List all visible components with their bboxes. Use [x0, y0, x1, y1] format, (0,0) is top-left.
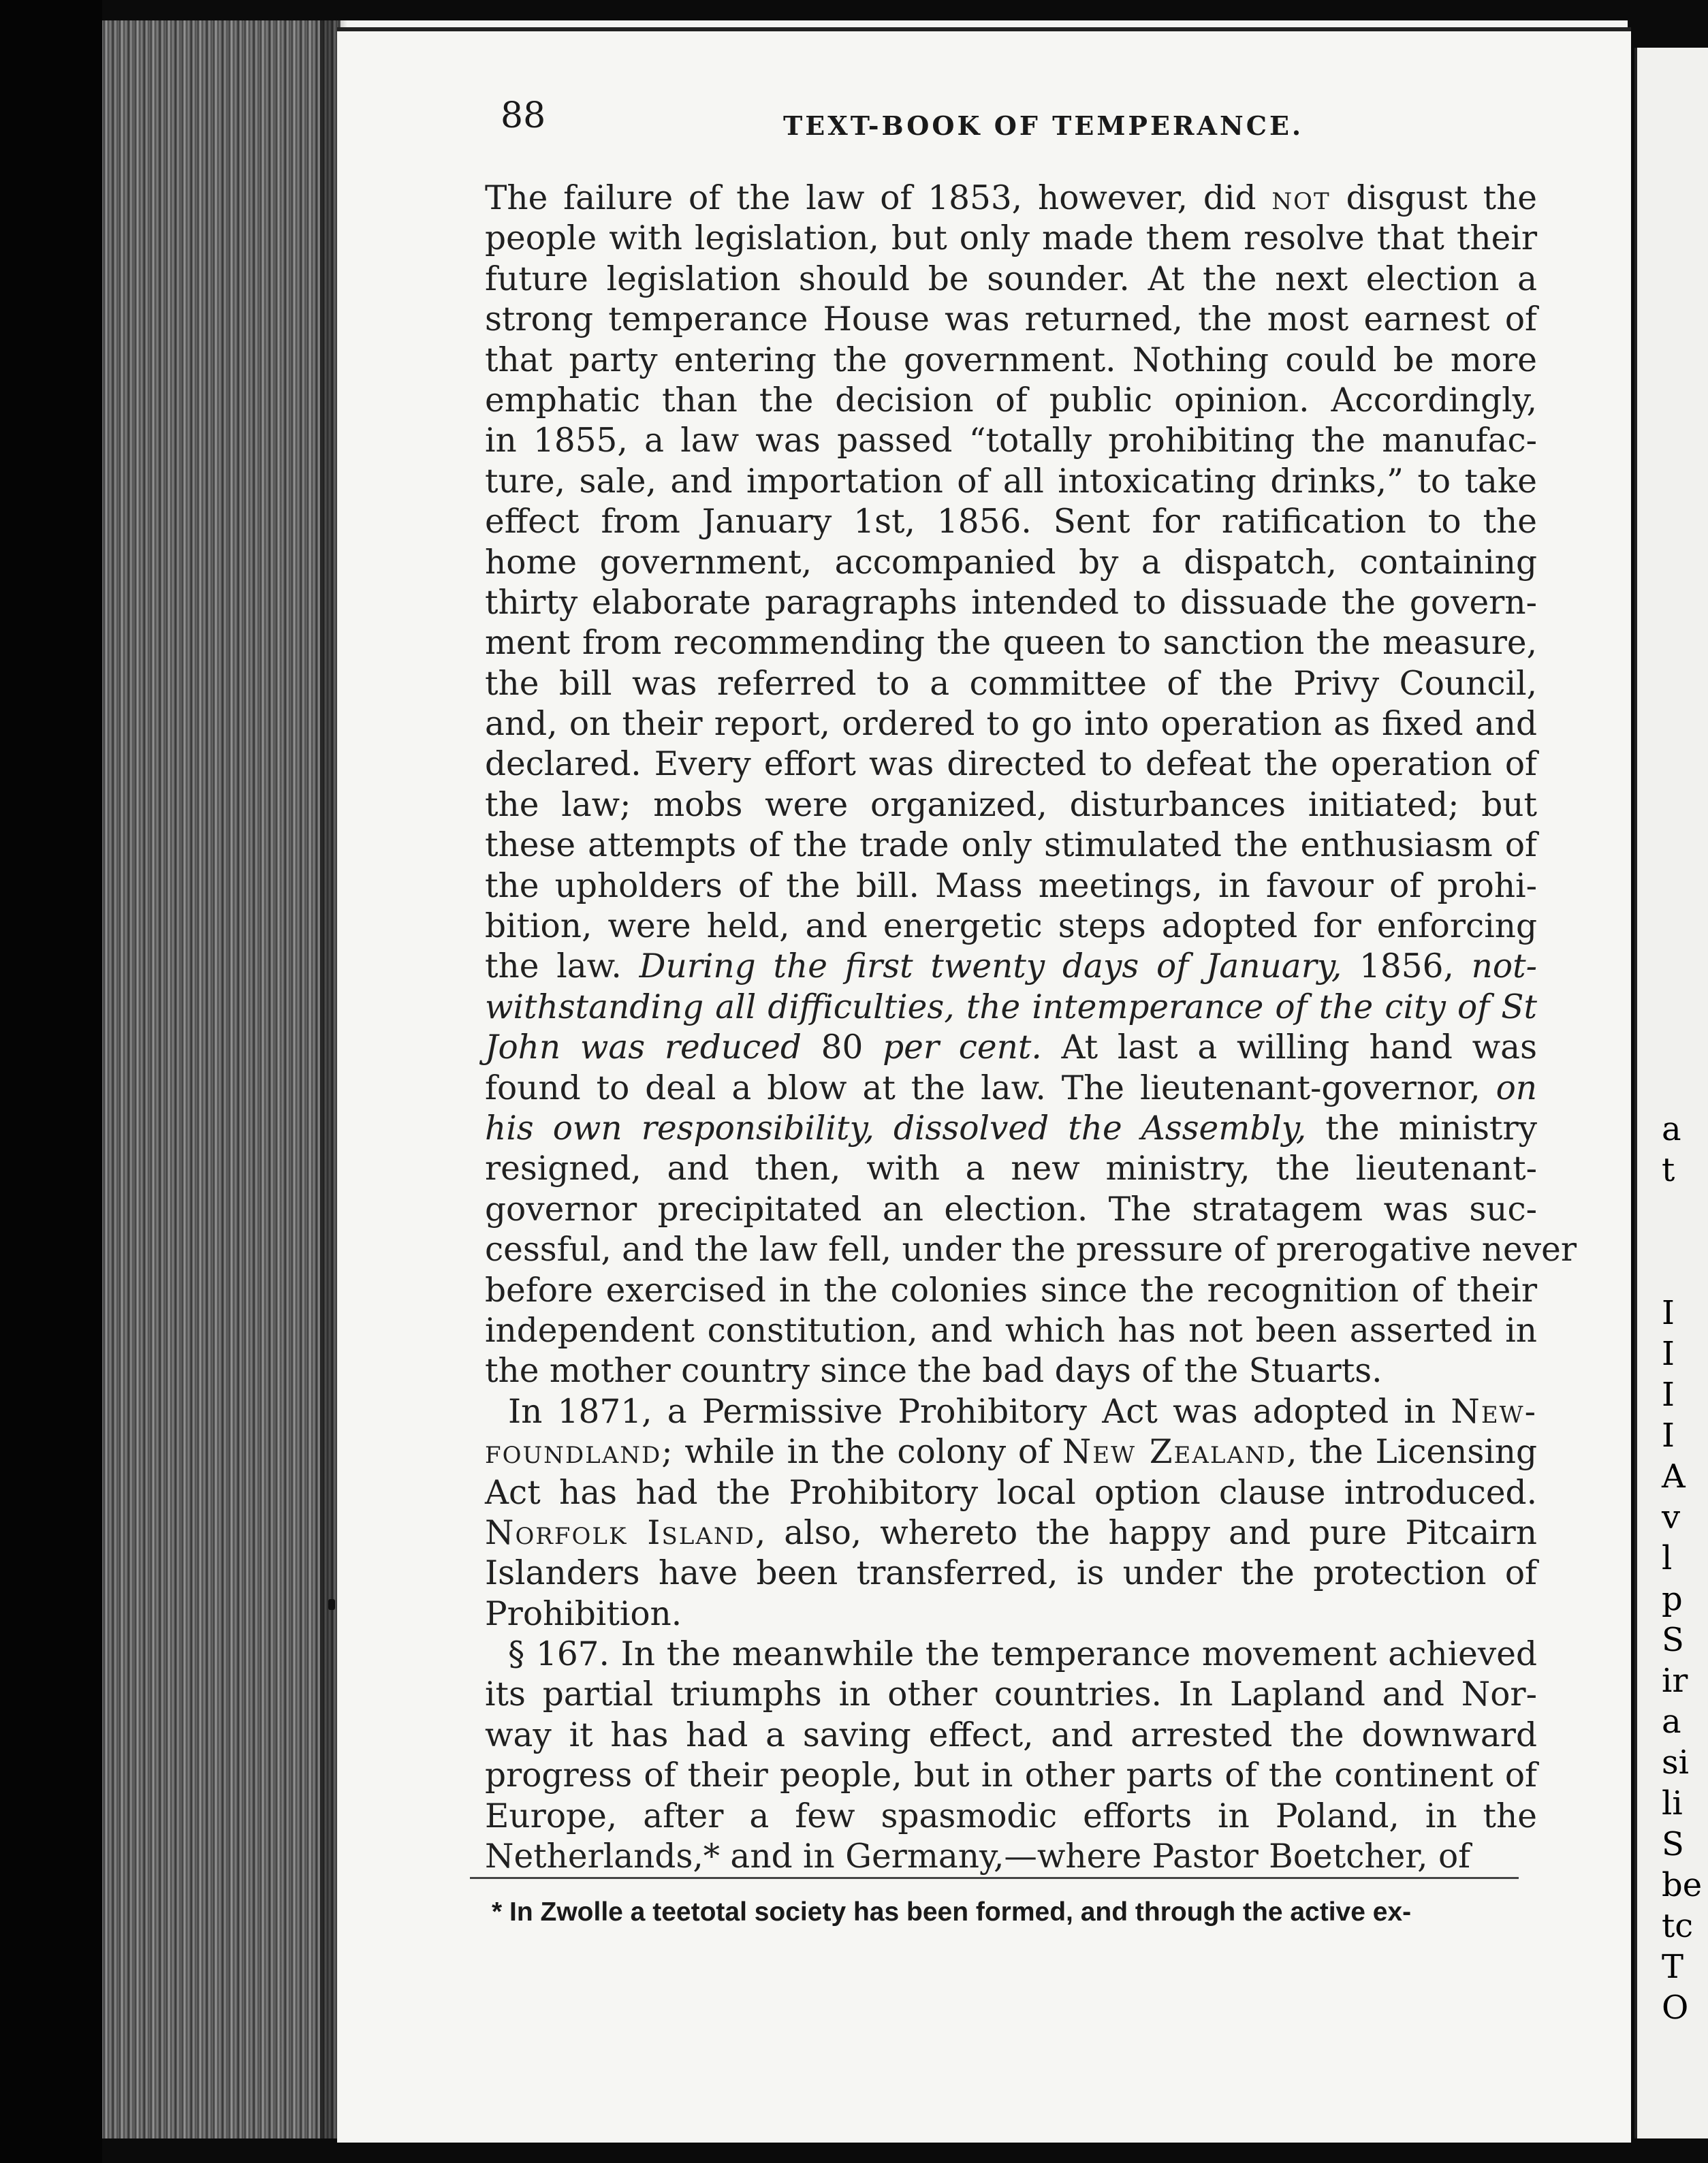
text-run: Act has had the Prohibitory local option clause introduced.: [485, 1473, 1537, 1512]
text-line: [485, 906, 1537, 947]
facing-page-letter: O: [1662, 1989, 1689, 2027]
text-run: thirty elaborate paragraphs intended to dissuade the govern-: [485, 583, 1537, 622]
page-number: 88: [501, 95, 546, 136]
facing-page-letter: be: [1662, 1866, 1703, 1904]
text-run: governor precipitated an election. The stratagem was suc-: [485, 1190, 1537, 1229]
text-line: [485, 1553, 1537, 1594]
margin-mark: [328, 1599, 335, 1610]
text-line: [485, 1392, 1537, 1432]
text-run: Islanders have been transferred, is under the protection of: [485, 1554, 1537, 1593]
running-head: TEXT-BOOK OF TEMPERANCE.: [783, 110, 1304, 141]
text-line: [485, 462, 1537, 502]
facing-page-letter: li: [1662, 1784, 1683, 1822]
italic-run: John was reduced: [485, 1028, 802, 1067]
text-line: [485, 1028, 1537, 1068]
text-line: [485, 1675, 1537, 1715]
text-run: found to deal a blow at the law. The lieutenant-governor,: [485, 1069, 1496, 1107]
text-line: [485, 1473, 1537, 1513]
text-run: Netherlands,* and in Germany,—where Pastor Boetcher, of: [485, 1837, 1471, 1876]
text-run: disgust the: [1330, 179, 1538, 217]
text-line: [485, 825, 1537, 866]
text-line: [485, 1837, 1537, 1877]
body-text: [485, 178, 1577, 1877]
page-edges: [102, 20, 341, 2138]
small-caps-run: foundland: [485, 1433, 662, 1472]
text-line: [485, 1069, 1537, 1109]
text-line: [485, 947, 1537, 987]
text-run: , also, whereto the happy and pure Pitcairn: [755, 1513, 1537, 1552]
text-run: In 1871, a Permissive Prohibitory Act was adopted in: [508, 1392, 1451, 1431]
text-run: Prohibition.: [485, 1594, 682, 1633]
text-line: [485, 543, 1537, 583]
text-run: ture, sale, and importation of all intoxicating drinks,” to take: [485, 462, 1537, 501]
italic-run: his own responsibility, dissolved the Assembly,: [485, 1109, 1307, 1148]
text-line: [485, 1311, 1537, 1351]
text-line: [485, 1716, 1537, 1756]
text-run: these attempts of the trade only stimulated the enthusiasm of: [485, 826, 1537, 865]
small-caps-run: Norfolk Island: [485, 1513, 755, 1552]
facing-page-letter: l: [1662, 1539, 1673, 1577]
text-line: [485, 381, 1537, 421]
text-run: , the Licensing: [1286, 1433, 1537, 1472]
text-line: [485, 341, 1537, 381]
italic-run: not-: [1471, 947, 1537, 986]
small-caps-run: New-: [1451, 1392, 1537, 1431]
facing-page-letter: I: [1662, 1376, 1675, 1414]
text-run: declared. Every effort was directed to defeat the operation of: [485, 745, 1537, 784]
text-line: [485, 583, 1537, 623]
text-run: the bill was referred to a committee of the Privy Council,: [485, 664, 1537, 703]
text-run: strong temperance House was returned, the most earnest of: [485, 300, 1537, 339]
facing-page-letter: tc: [1662, 1907, 1694, 1945]
facing-page-letter: A: [1662, 1457, 1686, 1496]
facing-page-letter: I: [1662, 1417, 1675, 1455]
facing-page-letter: si: [1662, 1743, 1689, 1782]
facing-page-letter: a: [1662, 1703, 1681, 1741]
scanner-background: [0, 0, 102, 2163]
text-run: the law; mobs were organized, disturbances initiated; but: [485, 785, 1537, 824]
text-run: The failure of the law of 1853, however, did: [485, 179, 1272, 217]
text-run: resigned, and then, with a new ministry, the lieutenant-: [485, 1150, 1537, 1188]
text-run: its partial triumphs in other countries. In Lapland and Nor-: [485, 1675, 1537, 1714]
text-run: before exercised in the colonies since the recognition of their: [485, 1271, 1537, 1310]
text-line: [485, 502, 1537, 542]
text-run: progress of their people, but in other parts of the continent of: [485, 1756, 1537, 1795]
text-run: and, on their report, ordered to go into operation as fixed and: [485, 705, 1537, 744]
text-run: At last a willing hand was: [1041, 1028, 1537, 1067]
text-line: [485, 1230, 1577, 1270]
text-line: [485, 219, 1537, 259]
text-run: Europe, after a few spasmodic efforts in Poland, in the: [485, 1797, 1537, 1835]
text-run: the mother country since the bad days of the Stuarts.: [485, 1352, 1382, 1391]
text-line: [485, 1797, 1537, 1837]
facing-page-letter: S: [1662, 1621, 1684, 1659]
small-caps-run: not: [1271, 179, 1331, 217]
facing-page-letter: p: [1662, 1580, 1683, 1618]
facing-page-letter: I: [1662, 1294, 1675, 1332]
text-run: future legislation should be sounder. At the next election a: [485, 259, 1537, 298]
text-line: [485, 421, 1537, 461]
text-line: [485, 1756, 1537, 1796]
text-line: [485, 1109, 1537, 1149]
facing-page-letter: t: [1662, 1151, 1675, 1189]
text-line: [485, 300, 1537, 340]
italic-run: per cent.: [883, 1028, 1042, 1067]
text-line: [485, 259, 1537, 300]
text-run: effect from January 1st, 1856. Sent for ratification to the: [485, 503, 1537, 541]
text-run: emphatic than the decision of public opinion. Accordingly,: [485, 381, 1537, 420]
text-line: [485, 1190, 1537, 1230]
text-run: § 167. In the meanwhile the temperance movement achieved: [508, 1635, 1537, 1674]
text-line: [485, 988, 1537, 1028]
text-line: [485, 664, 1537, 704]
text-line: [485, 1149, 1537, 1189]
text-run: way it has had a saving effect, and arrested the downward: [485, 1716, 1537, 1754]
facing-page-letter: a: [1662, 1110, 1681, 1148]
facing-page-letter: I: [1662, 1335, 1675, 1373]
text-run: home government, accompanied by a dispatch, containing: [485, 543, 1537, 582]
text-run: 1856,: [1342, 947, 1472, 986]
italic-run: on: [1496, 1069, 1537, 1107]
text-line: [485, 704, 1537, 744]
text-run: ; while in the colony of: [661, 1433, 1062, 1472]
text-run: people with legislation, but only made them resolve that their: [485, 219, 1537, 258]
text-run: the ministry: [1306, 1109, 1537, 1148]
text-line: [485, 1351, 1537, 1391]
facing-page-letter: v: [1662, 1498, 1681, 1536]
footnote: * In Zwolle a teetotal society has been formed, and through the active ex-: [492, 1897, 1412, 1927]
text-line: [485, 1432, 1537, 1472]
text-line: [485, 744, 1537, 785]
page-header: [501, 95, 1522, 150]
text-run: bition, were held, and energetic steps adopted for enforcing: [485, 907, 1537, 946]
text-line: [485, 1513, 1537, 1553]
footnote-rule: [470, 1877, 1519, 1879]
text-line: [485, 866, 1537, 906]
facing-page-letter: S: [1662, 1825, 1684, 1863]
small-caps-run: New Zealand: [1062, 1433, 1287, 1472]
text-run: the upholders of the bill. Mass meetings, in favour of prohi-: [485, 866, 1537, 905]
text-line: [485, 623, 1537, 663]
italic-run: During the first twenty days of January,: [639, 947, 1342, 986]
italic-run: withstanding all difficulties, the intemperance of the city of St: [485, 988, 1537, 1026]
facing-page-letter: ir: [1662, 1662, 1688, 1700]
text-run: that party entering the government. Nothing could be more: [485, 341, 1537, 379]
text-run: in 1855, a law was passed “totally prohibiting the manufac-: [485, 422, 1537, 460]
text-line: [485, 1271, 1537, 1311]
text-line: [485, 1594, 1537, 1635]
text-line: [485, 1635, 1537, 1675]
text-run: cessful, and the law fell, under the pressure of prerogative never: [485, 1231, 1577, 1269]
facing-page-letter: T: [1662, 1948, 1684, 1986]
text-line: [485, 785, 1537, 825]
text-run: independent constitution, and which has not been asserted in: [485, 1311, 1537, 1350]
text-run: the law.: [485, 947, 639, 986]
text-run: 80: [801, 1028, 883, 1067]
text-run: ment from recommending the queen to sanction the measure,: [485, 624, 1537, 663]
text-line: [485, 178, 1537, 219]
